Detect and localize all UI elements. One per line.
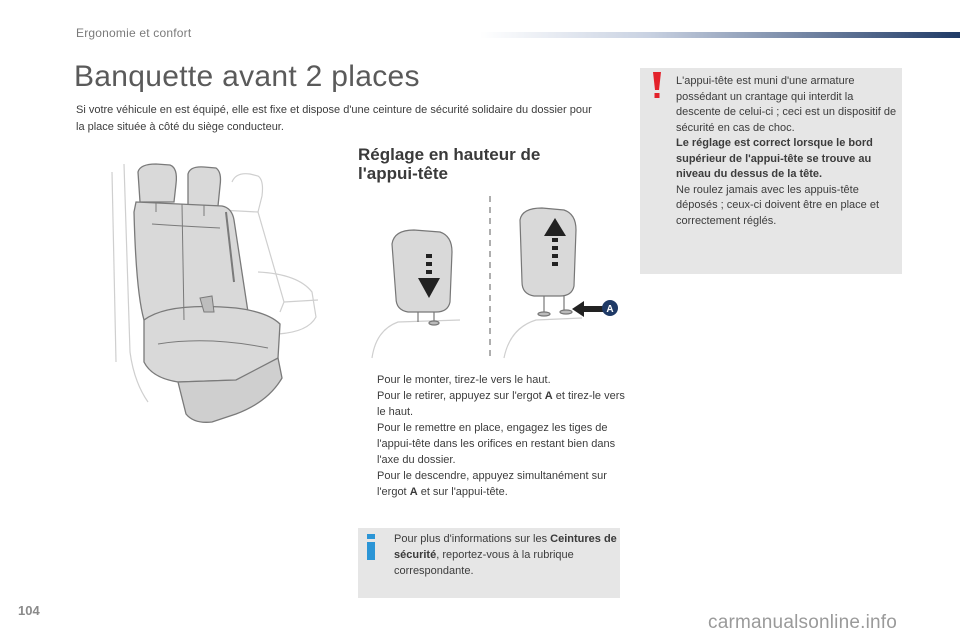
info-icon (364, 534, 378, 560)
list-item: Pour le retirer, appuyez sur l'ergot A et tirez-le vers le haut. (377, 390, 625, 418)
info-text: Pour plus d'informations sur les Ceintures de sécurité, reportez-vous à la rubrique correspondante. (394, 533, 617, 577)
warning-icon (652, 72, 662, 98)
arrow-left-icon (572, 301, 604, 317)
list-item: Pour le monter, tirez-le vers le haut. (377, 374, 551, 386)
header-bar (480, 32, 960, 38)
intro-paragraph: Si votre véhicule en est équipé, elle est fixe et dispose d'une ceinture de sécurité solidaire du dossier pour la place située à côté du siège conducteur. (76, 104, 592, 133)
headrest-adjustment-figure (368, 190, 624, 360)
chapter-title: Ergonomie et confort (76, 26, 192, 40)
figure-label-a: A (606, 304, 614, 315)
subheading: Réglage en hauteur de l'appui-tête (358, 145, 541, 183)
warning-text: L'appui-tête est muni d'une armature possédant un crantage qui interdit la descente de celui-ci ; ceci est un dispositif de sécurité en cas de choc. Le réglage est correct lorsque le bord supérieur de l'appui-tête se trouve au niveau du dessus de la tête. Ne roulez jamais avec les appuis-tête déposés ; ceux-ci doivent être en place et correctement réglés. (676, 75, 897, 227)
list-item: Pour le remettre en place, engagez les tiges de l'appui-tête dans les orifices en restant bien dans l'axe du dossier. (377, 422, 616, 466)
page-title: Banquette avant 2 places (74, 60, 420, 93)
adjustment-instructions (358, 372, 626, 500)
watermark: carmanualsonline.info (708, 612, 898, 633)
list-item: Pour le descendre, appuyez simultanément sur l'ergot A et sur l'appui-tête. (377, 470, 607, 498)
bench-seat-illustration (108, 152, 340, 438)
page-number: 104 (18, 603, 40, 618)
